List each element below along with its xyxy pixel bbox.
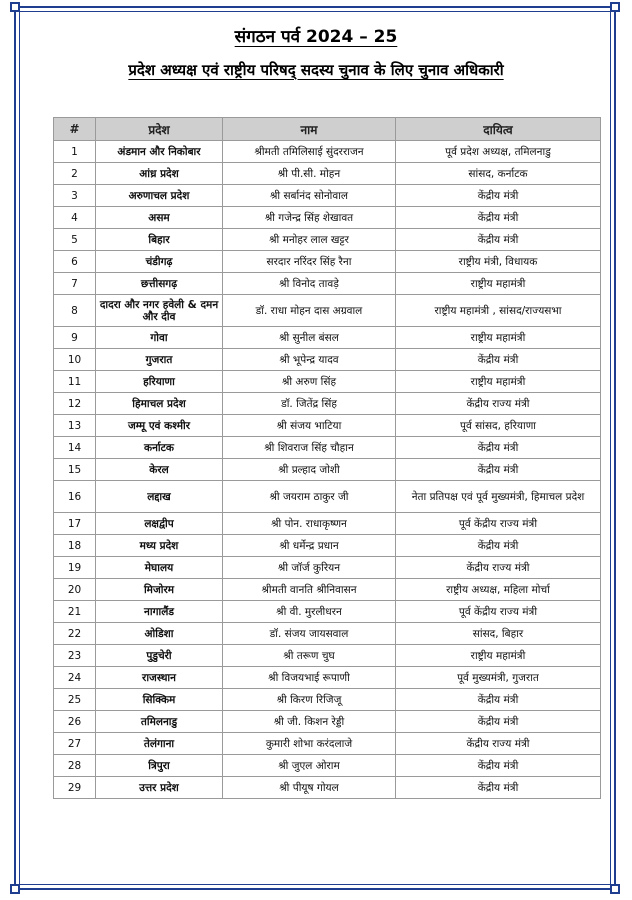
responsibility-cell: केंद्रीय मंत्री: [396, 349, 601, 371]
row-number-cell: 1: [54, 141, 96, 163]
officer-name-cell: श्री सर्बानंद सोनोवाल: [223, 185, 396, 207]
table-row: [54, 481, 601, 513]
state-cell: सिक्किम: [96, 689, 223, 711]
state-cell: अरुणाचल प्रदेश: [96, 185, 223, 207]
officer-name-cell: श्री वी. मुरलीधरन: [223, 601, 396, 623]
officer-name-cell: श्री मनोहर लाल खट्टर: [223, 229, 396, 251]
officer-name-cell: श्री जी. किशन रेड्डी: [223, 711, 396, 733]
officer-name-cell: श्री जॉर्ज कुरियन: [223, 557, 396, 579]
responsibility-cell: राष्ट्रीय महामंत्री: [396, 645, 601, 667]
document-title: [0, 24, 632, 47]
table-row: [54, 273, 601, 295]
officer-name-cell: श्री जयराम ठाकुर जी: [223, 481, 396, 513]
table-row: [54, 459, 601, 481]
row-number-cell: 6: [54, 251, 96, 273]
officer-name-cell: श्री गजेन्द्र सिंह शेखावत: [223, 207, 396, 229]
state-cell: तेलंगाना: [96, 733, 223, 755]
officer-name-cell: श्री जुएल ओराम: [223, 755, 396, 777]
officer-name-cell: डॉ. जितेंद्र सिंह: [223, 393, 396, 415]
table-row: [54, 229, 601, 251]
responsibility-cell: केंद्रीय मंत्री: [396, 755, 601, 777]
row-number-cell: 13: [54, 415, 96, 437]
row-number-cell: 2: [54, 163, 96, 185]
officer-name-cell: श्री तरूण चुघ: [223, 645, 396, 667]
row-number-cell: 25: [54, 689, 96, 711]
state-cell: त्रिपुरा: [96, 755, 223, 777]
state-cell: कर्नाटक: [96, 437, 223, 459]
row-number-cell: 23: [54, 645, 96, 667]
officer-name-cell: श्री पी.सी. मोहन: [223, 163, 396, 185]
state-cell: मध्य प्रदेश: [96, 535, 223, 557]
state-cell: अंडमान और निकोबार: [96, 141, 223, 163]
table-header-row: [54, 118, 601, 141]
responsibility-cell: राष्ट्रीय महामंत्री , सांसद/राज्यसभा: [396, 295, 601, 327]
responsibility-cell: सांसद, बिहार: [396, 623, 601, 645]
state-cell: उत्तर प्रदेश: [96, 777, 223, 799]
responsibility-cell: पूर्व मुख्यमंत्री, गुजरात: [396, 667, 601, 689]
column-header-state: प्रदेश: [96, 118, 223, 141]
election-officers-table: [53, 117, 601, 799]
table-row: [54, 207, 601, 229]
responsibility-cell: पूर्व केंद्रीय राज्य मंत्री: [396, 601, 601, 623]
officer-name-cell: सरदार नरिंदर सिंह रैना: [223, 251, 396, 273]
border-corner-ornament: [10, 2, 20, 12]
table-row: [54, 667, 601, 689]
officer-name-cell: श्री भूपेन्द्र यादव: [223, 349, 396, 371]
row-number-cell: 26: [54, 711, 96, 733]
officer-name-cell: श्री अरुण सिंह: [223, 371, 396, 393]
state-cell: जम्मू एवं कश्मीर: [96, 415, 223, 437]
table-row: [54, 295, 601, 327]
state-cell: लद्दाख: [96, 481, 223, 513]
officer-name-cell: श्री पोन. राधाकृष्णन: [223, 513, 396, 535]
state-cell: चंडीगढ़: [96, 251, 223, 273]
officer-name-cell: डॉ. संजय जायसवाल: [223, 623, 396, 645]
state-cell: हिमाचल प्रदेश: [96, 393, 223, 415]
table-row: [54, 689, 601, 711]
document-subtitle-text: प्रदेश अध्यक्ष एवं राष्ट्रीय परिषद् सदस्य चुनाव के लिए चुनाव अधिकारी: [128, 61, 504, 79]
row-number-cell: 12: [54, 393, 96, 415]
responsibility-cell: केंद्रीय मंत्री: [396, 459, 601, 481]
table-row: [54, 777, 601, 799]
state-cell: केरल: [96, 459, 223, 481]
officer-name-cell: श्री पीयूष गोयल: [223, 777, 396, 799]
officer-name-cell: श्रीमती वानति श्रीनिवासन: [223, 579, 396, 601]
table-row: [54, 163, 601, 185]
responsibility-cell: नेता प्रतिपक्ष एवं पूर्व मुख्यमंत्री, हिमाचल प्रदेश: [396, 481, 601, 513]
table-row: [54, 415, 601, 437]
row-number-cell: 28: [54, 755, 96, 777]
row-number-cell: 21: [54, 601, 96, 623]
officer-name-cell: श्री शिवराज सिंह चौहान: [223, 437, 396, 459]
state-cell: असम: [96, 207, 223, 229]
row-number-cell: 22: [54, 623, 96, 645]
officer-name-cell: श्री किरण रिजिजू: [223, 689, 396, 711]
border-corner-ornament: [610, 884, 620, 894]
state-cell: बिहार: [96, 229, 223, 251]
table-row: [54, 513, 601, 535]
row-number-cell: 17: [54, 513, 96, 535]
state-cell: गुजरात: [96, 349, 223, 371]
responsibility-cell: केंद्रीय मंत्री: [396, 437, 601, 459]
table-row: [54, 141, 601, 163]
table-row: [54, 711, 601, 733]
state-cell: मिजोरम: [96, 579, 223, 601]
responsibility-cell: केंद्रीय मंत्री: [396, 535, 601, 557]
table-body: [54, 141, 601, 799]
responsibility-cell: राष्ट्रीय मंत्री, विधायक: [396, 251, 601, 273]
table-row: [54, 371, 601, 393]
officer-name-cell: श्री प्रल्हाद जोशी: [223, 459, 396, 481]
table-row: [54, 437, 601, 459]
officer-name-cell: डॉ. राधा मोहन दास अग्रवाल: [223, 295, 396, 327]
row-number-cell: 3: [54, 185, 96, 207]
row-number-cell: 16: [54, 481, 96, 513]
officer-name-cell: श्री विजयभाई रूपाणी: [223, 667, 396, 689]
table-row: [54, 755, 601, 777]
responsibility-cell: केंद्रीय मंत्री: [396, 229, 601, 251]
state-cell: राजस्थान: [96, 667, 223, 689]
row-number-cell: 29: [54, 777, 96, 799]
table-row: [54, 601, 601, 623]
table-row: [54, 535, 601, 557]
officer-name-cell: श्री सुनील बंसल: [223, 327, 396, 349]
row-number-cell: 27: [54, 733, 96, 755]
responsibility-cell: केंद्रीय मंत्री: [396, 689, 601, 711]
row-number-cell: 7: [54, 273, 96, 295]
document-title-text: संगठन पर्व 2024 – 25: [234, 27, 398, 47]
responsibility-cell: पूर्व सांसद, हरियाणा: [396, 415, 601, 437]
state-cell: नागालैंड: [96, 601, 223, 623]
table-row: [54, 327, 601, 349]
responsibility-cell: राष्ट्रीय महामंत्री: [396, 371, 601, 393]
row-number-cell: 14: [54, 437, 96, 459]
document-subtitle: [0, 60, 632, 80]
row-number-cell: 5: [54, 229, 96, 251]
table-row: [54, 579, 601, 601]
responsibility-cell: केंद्रीय मंत्री: [396, 185, 601, 207]
state-cell: दादरा और नगर हवेली & दमन और दीव: [96, 295, 223, 327]
row-number-cell: 15: [54, 459, 96, 481]
row-number-cell: 19: [54, 557, 96, 579]
state-cell: छत्तीसगढ़: [96, 273, 223, 295]
responsibility-cell: राष्ट्रीय महामंत्री: [396, 327, 601, 349]
state-cell: तमिलनाडु: [96, 711, 223, 733]
table-row: [54, 251, 601, 273]
state-cell: लक्षद्वीप: [96, 513, 223, 535]
column-header-number: #: [54, 118, 96, 141]
state-cell: गोवा: [96, 327, 223, 349]
responsibility-cell: केंद्रीय मंत्री: [396, 711, 601, 733]
row-number-cell: 9: [54, 327, 96, 349]
responsibility-cell: केंद्रीय राज्य मंत्री: [396, 557, 601, 579]
table-row: [54, 557, 601, 579]
responsibility-cell: राष्ट्रीय महामंत्री: [396, 273, 601, 295]
responsibility-cell: केंद्रीय मंत्री: [396, 207, 601, 229]
column-header-name: नाम: [223, 118, 396, 141]
officer-name-cell: श्री संजय भाटिया: [223, 415, 396, 437]
table-row: [54, 393, 601, 415]
border-corner-ornament: [610, 2, 620, 12]
table-row: [54, 733, 601, 755]
row-number-cell: 4: [54, 207, 96, 229]
officer-name-cell: श्री विनोद तावड़े: [223, 273, 396, 295]
responsibility-cell: राष्ट्रीय अध्यक्ष, महिला मोर्चा: [396, 579, 601, 601]
column-header-responsibility: दायित्व: [396, 118, 601, 141]
border-corner-ornament: [10, 884, 20, 894]
responsibility-cell: सांसद, कर्नाटक: [396, 163, 601, 185]
row-number-cell: 18: [54, 535, 96, 557]
table-row: [54, 623, 601, 645]
responsibility-cell: पूर्व प्रदेश अध्यक्ष, तमिलनाडु: [396, 141, 601, 163]
state-cell: पुडुचेरी: [96, 645, 223, 667]
responsibility-cell: केंद्रीय राज्य मंत्री: [396, 733, 601, 755]
row-number-cell: 10: [54, 349, 96, 371]
state-cell: ओडिशा: [96, 623, 223, 645]
officer-name-cell: श्रीमती तमिलिसाई सुंदरराजन: [223, 141, 396, 163]
row-number-cell: 24: [54, 667, 96, 689]
officer-name-cell: कुमारी शोभा करंदलाजे: [223, 733, 396, 755]
table-row: [54, 645, 601, 667]
state-cell: मेघालय: [96, 557, 223, 579]
officer-name-cell: श्री धर्मेन्द्र प्रधान: [223, 535, 396, 557]
responsibility-cell: पूर्व केंद्रीय राज्य मंत्री: [396, 513, 601, 535]
state-cell: आंध्र प्रदेश: [96, 163, 223, 185]
row-number-cell: 11: [54, 371, 96, 393]
state-cell: हरियाणा: [96, 371, 223, 393]
table-row: [54, 185, 601, 207]
row-number-cell: 20: [54, 579, 96, 601]
table-row: [54, 349, 601, 371]
responsibility-cell: केंद्रीय मंत्री: [396, 777, 601, 799]
responsibility-cell: केंद्रीय राज्य मंत्री: [396, 393, 601, 415]
row-number-cell: 8: [54, 295, 96, 327]
